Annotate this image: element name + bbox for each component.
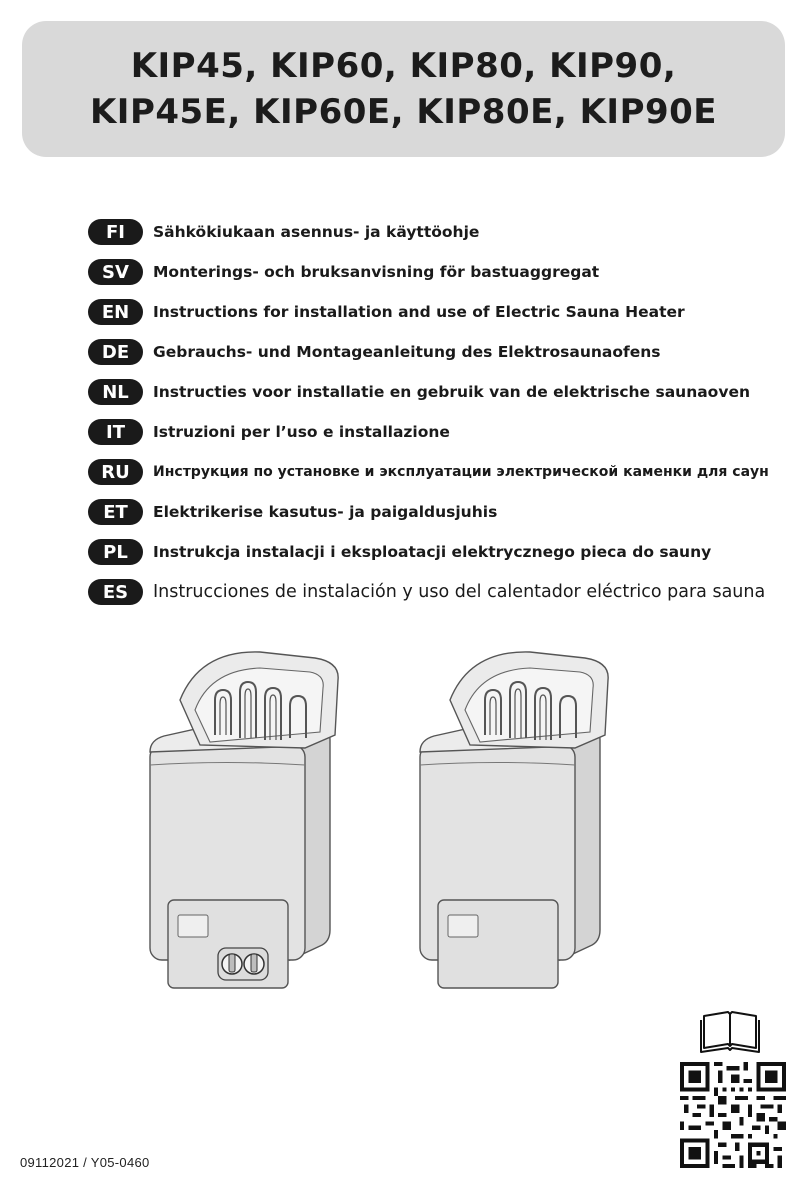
language-row-it xyxy=(88,412,788,452)
language-title: Elektrikerise kasutus- ja paigaldusjuhis xyxy=(153,503,498,521)
language-badge: RU xyxy=(88,459,143,485)
language-row-ru xyxy=(88,452,788,492)
language-row-fi xyxy=(88,212,788,252)
language-row-pl xyxy=(88,532,788,572)
language-badge: NL xyxy=(88,379,143,405)
language-badge: ET xyxy=(88,499,143,525)
qr-code-icon xyxy=(680,1062,786,1168)
language-title: Monterings- och bruksanvisning för bastuaggregat xyxy=(153,263,600,281)
language-title: Instructions for installation and use of Electric Sauna Heater xyxy=(153,303,685,321)
language-badge: DE xyxy=(88,339,143,365)
language-row-en xyxy=(88,292,788,332)
title-banner xyxy=(22,21,785,157)
language-row-sv xyxy=(88,252,788,292)
language-title: Gebrauchs- und Montageanleitung des Elektrosaunaofens xyxy=(153,343,661,361)
book-icon xyxy=(700,1008,760,1054)
language-row-nl xyxy=(88,372,788,412)
language-row-es xyxy=(88,572,788,612)
language-list xyxy=(88,212,788,612)
language-row-et xyxy=(88,492,788,532)
model-title-line-2: KIP45E, KIP60E, KIP80E, KIP90E xyxy=(89,92,718,132)
model-title-line-1: KIP45, KIP60, KIP80, KIP90, xyxy=(130,46,677,86)
sauna-heater-illustration xyxy=(140,640,640,1010)
language-badge: IT xyxy=(88,419,143,445)
language-badge: EN xyxy=(88,299,143,325)
document-code: 09112021 / Y05-0460 xyxy=(20,1155,150,1170)
language-title: Инструкция по установке и эксплуатации электрической каменки для саун xyxy=(153,464,769,480)
language-title: Instrucciones de instalación y uso del calentador eléctrico para sauna xyxy=(153,582,766,602)
language-title: Istruzioni per l’uso e installazione xyxy=(153,423,450,441)
heater-without-controls xyxy=(420,652,608,988)
language-badge: PL xyxy=(88,539,143,565)
language-badge: SV xyxy=(88,259,143,285)
language-title: Instrukcja instalacji i eksploatacji elektrycznego pieca do sauny xyxy=(153,543,712,561)
language-badge: FI xyxy=(88,219,143,245)
language-title: Sähkökiukaan asennus- ja käyttöohje xyxy=(153,223,480,241)
language-title: Instructies voor installatie en gebruik van de elektrische saunaoven xyxy=(153,383,750,401)
heater-with-controls xyxy=(150,652,338,988)
language-badge: ES xyxy=(88,579,143,605)
language-row-de xyxy=(88,332,788,372)
